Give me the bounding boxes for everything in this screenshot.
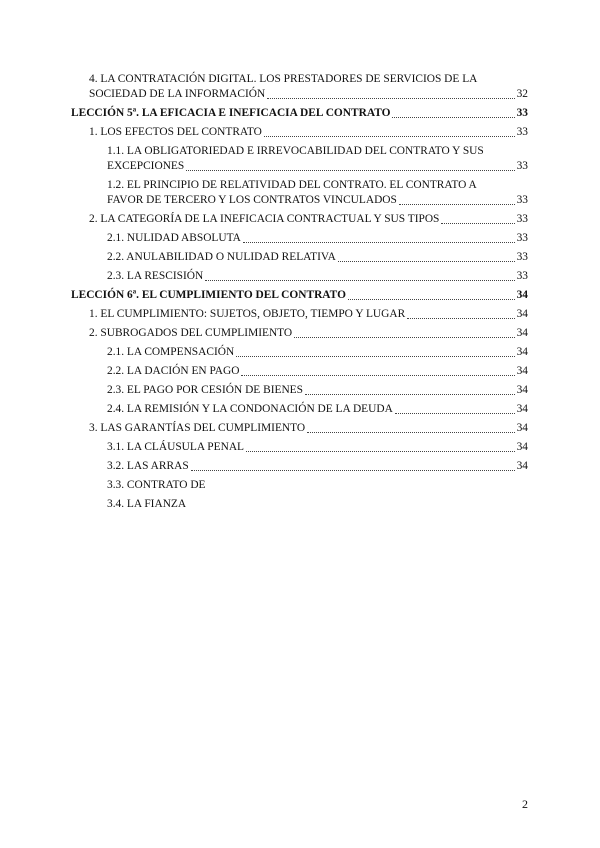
toc-entry[interactable] — [71, 478, 528, 493]
toc-entry[interactable] — [71, 72, 528, 102]
toc-page-number: 34 — [516, 422, 528, 434]
toc-entry-text: 2.2. LA DACIÓN EN PAGO — [107, 365, 240, 377]
toc-entry-text: 3.4. LA FIANZA — [107, 498, 187, 510]
toc-page-number: 34 — [516, 346, 528, 358]
dot-leader — [205, 280, 514, 281]
dot-leader — [348, 299, 515, 300]
toc-entry-text: 1. LOS EFECTOS DEL CONTRATO — [89, 126, 262, 138]
dot-leader — [241, 375, 514, 376]
toc-entry-text: 2.3. EL PAGO POR CESIÓN DE BIENES — [107, 384, 303, 396]
toc-entry[interactable] — [71, 288, 528, 303]
toc-entry[interactable] — [71, 212, 528, 227]
toc-page-number: 33 — [516, 251, 528, 263]
toc-entry-text: 3.2. LAS ARRAS — [107, 460, 189, 472]
toc-entry-text: FAVOR DE TERCERO Y LOS CONTRATOS VINCULADOS — [107, 194, 397, 206]
dot-leader — [236, 356, 514, 357]
toc-entry-text: 3. LAS GARANTÍAS DEL CUMPLIMIENTO — [89, 422, 306, 434]
toc-entry-text: 2.4. LA REMISIÓN Y LA CONDONACIÓN DE LA DEUDA — [107, 403, 393, 415]
dot-leader — [246, 451, 515, 452]
toc-page-number: 33 — [516, 107, 528, 119]
toc-entry[interactable] — [71, 106, 528, 121]
dot-leader — [267, 98, 514, 99]
toc-entry-text: 3.1. LA CLÁUSULA PENAL — [107, 441, 245, 453]
dot-leader — [243, 242, 515, 243]
toc-entry-text: LECCIÓN 6ª. EL CUMPLIMIENTO DEL CONTRATO — [71, 289, 346, 301]
toc-entry[interactable] — [71, 326, 528, 341]
toc-entry-text: 2.2. ANULABILIDAD O NULIDAD RELATIVA — [107, 251, 336, 263]
toc-entry[interactable] — [71, 144, 528, 174]
table-of-contents — [71, 72, 528, 516]
toc-entry-text: 4. LA CONTRATACIÓN DIGITAL. LOS PRESTADORES DE SERVICIOS DE LA — [89, 73, 478, 85]
toc-page-number: 34 — [516, 384, 528, 396]
dot-leader — [441, 223, 514, 224]
toc-entry[interactable] — [71, 125, 528, 140]
toc-page-number: 34 — [516, 289, 528, 301]
toc-entry-text: 2. LA CATEGORÍA DE LA INEFICACIA CONTRACTUAL Y SUS TIPOS — [89, 213, 440, 225]
toc-entry-text: 2.1. NULIDAD ABSOLUTA — [107, 232, 241, 244]
toc-entry[interactable] — [71, 178, 528, 208]
toc-entry-text: 2. SUBROGADOS DEL CUMPLIMIENTO — [89, 327, 293, 339]
toc-page-number: 33 — [516, 194, 528, 206]
dot-leader — [305, 394, 515, 395]
toc-entry-text: EXCEPCIONES — [107, 160, 185, 172]
toc-page-number: 34 — [516, 460, 528, 472]
toc-entry-text: 1. EL CUMPLIMIENTO: SUJETOS, OBJETO, TIEMPO Y LUGAR — [89, 308, 406, 320]
toc-page-number: 32 — [516, 88, 528, 100]
toc-page-number: 33 — [516, 160, 528, 172]
toc-entry[interactable] — [71, 345, 528, 360]
dot-leader — [407, 318, 514, 319]
toc-entry[interactable] — [71, 383, 528, 398]
dot-leader — [395, 413, 515, 414]
dot-leader — [191, 470, 515, 471]
dot-leader — [264, 136, 515, 137]
toc-entry[interactable] — [71, 231, 528, 246]
toc-page-number: 33 — [516, 232, 528, 244]
toc-entry[interactable] — [71, 250, 528, 265]
toc-entry[interactable] — [71, 402, 528, 417]
toc-entry-text: 1.1. LA OBLIGATORIEDAD E IRREVOCABILIDAD DEL CONTRATO Y SUS — [107, 145, 484, 157]
dot-leader — [186, 170, 514, 171]
toc-entry[interactable] — [71, 269, 528, 284]
toc-page-number: 34 — [516, 365, 528, 377]
toc-page-number: 33 — [516, 270, 528, 282]
toc-page-number: 33 — [516, 213, 528, 225]
dot-leader — [392, 117, 514, 118]
toc-entry-text: LECCIÓN 5ª. LA EFICACIA E INEFICACIA DEL CONTRATO — [71, 107, 391, 119]
toc-entry-text: SOCIEDAD DE LA INFORMACIÓN — [89, 88, 266, 100]
toc-entry-text: 3.3. CONTRATO DE — [107, 479, 206, 491]
page-number: 2 — [522, 797, 528, 811]
dot-leader — [399, 204, 515, 205]
toc-entry[interactable] — [71, 497, 528, 512]
dot-leader — [307, 432, 515, 433]
toc-entry[interactable] — [71, 364, 528, 379]
toc-page-number: 34 — [516, 403, 528, 415]
toc-page-number: 34 — [516, 327, 528, 339]
toc-entry-text: 2.3. LA RESCISIÓN — [107, 270, 204, 282]
toc-page-number: 34 — [516, 441, 528, 453]
toc-entry[interactable] — [71, 459, 528, 474]
toc-entry-text: 2.1. LA COMPENSACIÓN — [107, 346, 235, 358]
dot-leader — [294, 337, 514, 338]
toc-entry-text: 1.2. EL PRINCIPIO DE RELATIVIDAD DEL CONTRATO. EL CONTRATO A — [107, 179, 477, 191]
toc-page-number: 33 — [516, 126, 528, 138]
toc-page-number: 34 — [516, 308, 528, 320]
dot-leader — [338, 261, 515, 262]
toc-entry[interactable] — [71, 421, 528, 436]
toc-entry[interactable] — [71, 307, 528, 322]
toc-entry[interactable] — [71, 440, 528, 455]
